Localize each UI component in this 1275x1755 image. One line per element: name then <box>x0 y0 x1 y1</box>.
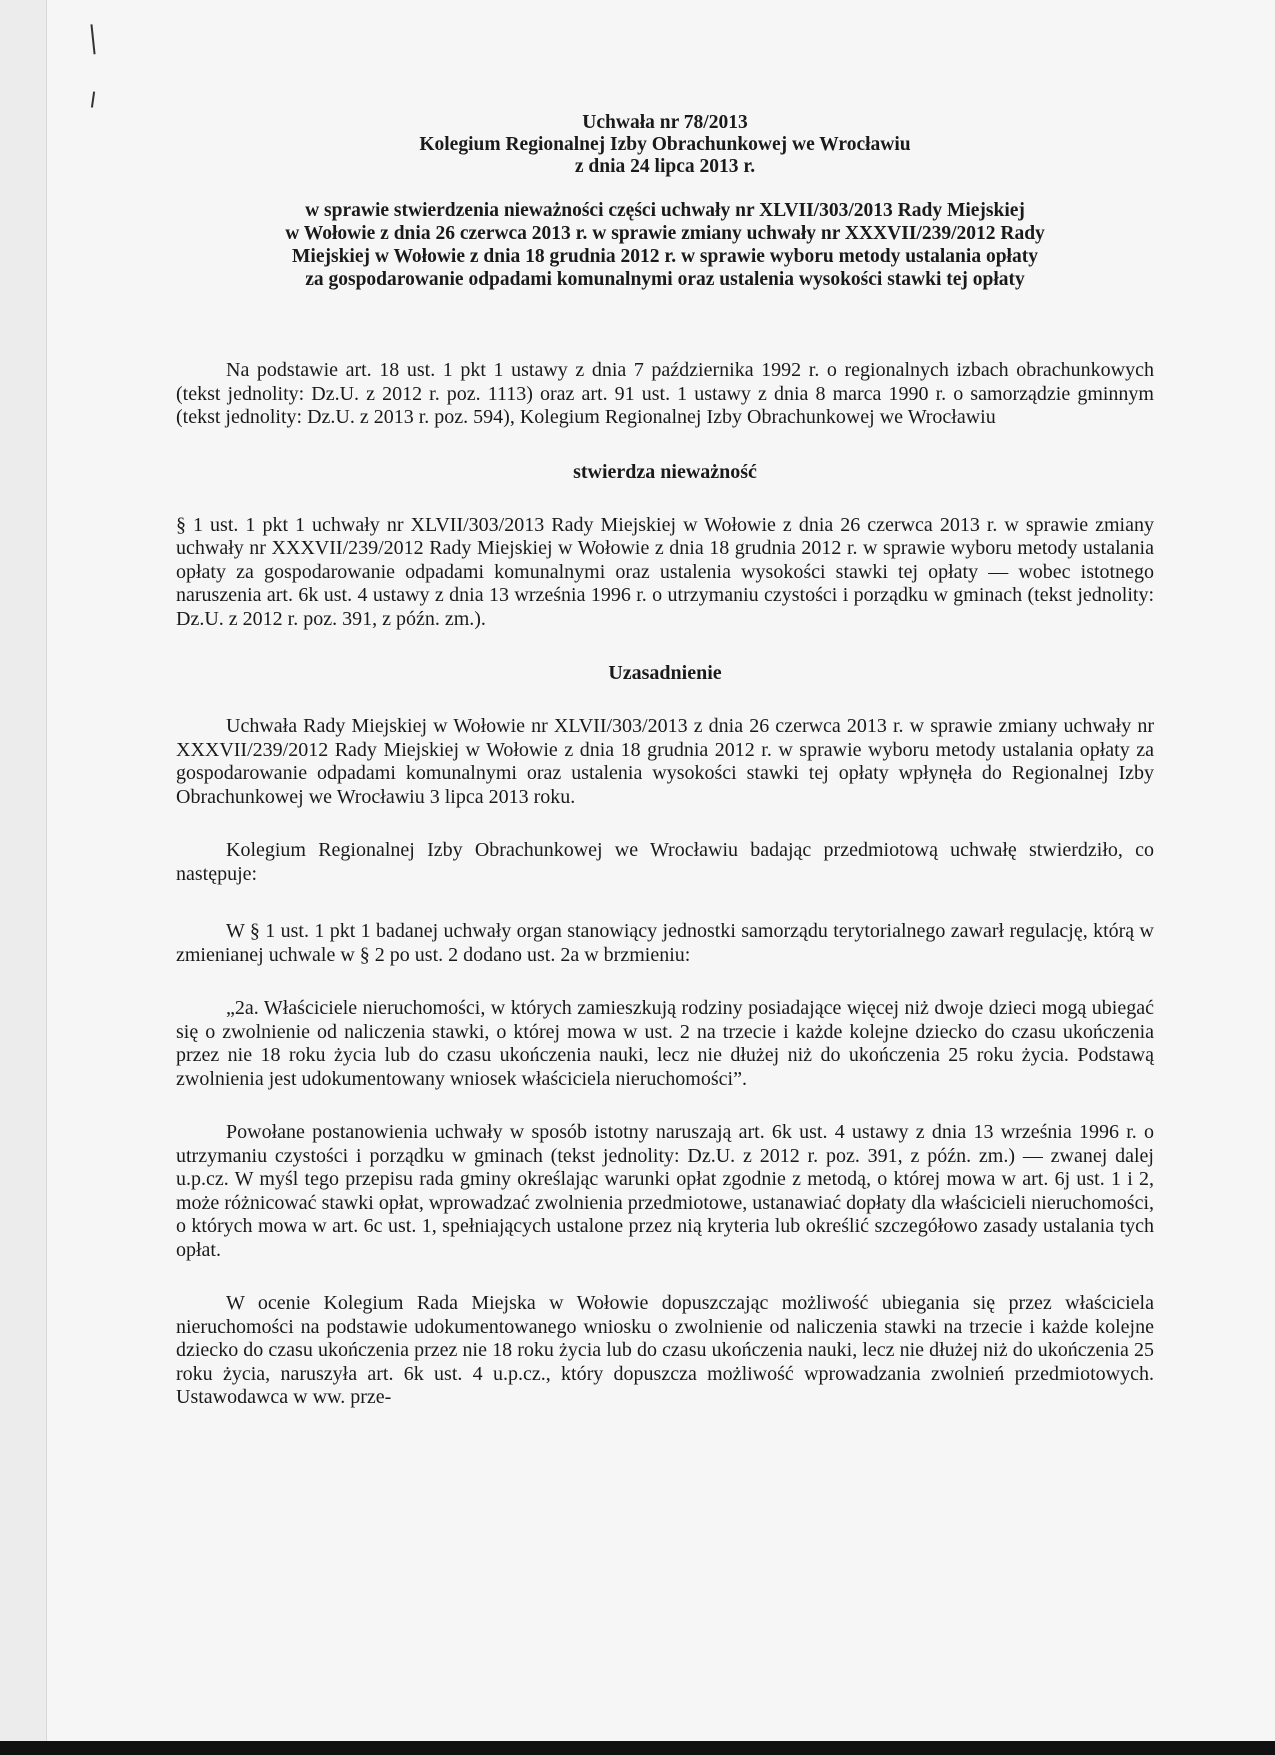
subject-line: w sprawie stwierdzenia nieważności części uchwały nr XLVII/303/2013 Rady Miejskiej <box>305 200 1025 221</box>
justification-paragraph: W § 1 ust. 1 pkt 1 badanej uchwały organ stanowiący jednostki samorządu terytorialnego zawarł regulację, którą w zmienianej uchwale w § 2 po ust. 2 dodano ust. 2a w brzmieniu: <box>176 920 1154 966</box>
quoted-provision: „2a. Właściciele nieruchomości, w których zamieszkują rodziny posiadające więcej niż dwoje dzieci mogą ubiegać się o zwolnienie od naliczenia stawki, o której mowa w ust. 2 na trzecie i każde kolejne dziecko do czasu ukończenia przez nie 18 roku życia lub do czasu ukończenia nauki, lecz nie dłużej niż do ukończenia 25 roku życia. Podstawą zwolnienia jest udokumentowany wniosek właściciela nieruchomości”. <box>176 997 1154 1090</box>
legal-basis-paragraph: Na podstawie art. 18 ust. 1 pkt 1 ustawy z dnia 7 października 1992 r. o regionalnych izbach obrachunkowych (tekst jednolity: Dz.U. z 2012 r. poz. 1113) oraz art. 91 ust. 1 ustawy z dnia 8 marca 1990 r. o samorządzie gminnym (tekst jednolity: Dz.U. z 2013 r. poz. 594), Kolegium Regionalnej Izby Obrachunkowej we Wrocławiu <box>176 359 1154 428</box>
subject-line: Miejskiej w Wołowie z dnia 18 grudnia 2012 r. w sprawie wyboru metody ustalania opłaty <box>292 246 1038 267</box>
resolution-date: z dnia 24 lipca 2013 r. <box>574 156 756 177</box>
scan-page-edge <box>46 0 47 1755</box>
issuing-body: Kolegium Regionalnej Izby Obrachunkowej we Wrocławiu <box>419 134 911 155</box>
justification-paragraph: Powołane postanowienia uchwały w sposób istotny naruszają art. 6k ust. 4 ustawy z dnia 13 września 1996 r. o utrzymaniu czystości i porządku w gminach (tekst jednolity: Dz.U. z 2012 r. poz. 391, z późn. zm.) — zwanej dalej u.p.cz. W myśl tego przepisu rada gminy określając warunki opłat zgodnie z metodą, o której mowa w art. 6j ust. 1 i 2, może różnicować stawki opłat, wprowadzać zwolnienia przedmiotowe, ustanawiać dopłaty dla właścicieli nieruchomości, o których mowa w art. 6c ust. 1, spełniających ustalone przez nią kryteria lub określić szczegółowo zasady ustalania tych opłat. <box>176 1121 1154 1261</box>
decision-heading: stwierdza nieważność <box>573 460 757 483</box>
resolution-subject <box>176 199 1154 291</box>
justification-paragraph: W ocenie Kolegium Rada Miejska w Wołowie dopuszczając możliwość ubiegania się przez właściciela nieruchomości na podstawie udokumentowanego wniosku o zwolnienie od naliczenia stawki na trzecie i każde kolejne dziecko do czasu ukończenia przez nie 18 roku życia lub do czasu ukończenia nauki, lecz nie dłużej niż do ukończenia 25 roku życia, naruszyła art. 6k ust. 4 u.p.cz., który dopuszcza możliwość wprowadzania zwolnień przedmiotowych. Ustawodawca w ww. prze- <box>176 1292 1154 1408</box>
subject-line: za gospodarowanie odpadami komunalnymi oraz ustalenia wysokości stawki tej opłaty <box>305 269 1025 290</box>
resolution-header <box>176 112 1154 178</box>
justification-heading: Uzasadnienie <box>608 662 722 684</box>
decision-paragraph: § 1 ust. 1 pkt 1 uchwały nr XLVII/303/2013 Rady Miejskiej w Wołowie z dnia 26 czerwca 2013 r. w sprawie zmiany uchwały nr XXXVII/239/2012 Rady Miejskiej w Wołowie z dnia 18 grudnia 2012 r. w sprawie wyboru metody ustalania opłaty za gospodarowanie odpadami komunalnymi oraz ustalenia wysokości stawki tej opłaty — wobec istotnego naruszenia art. 6k ust. 4 ustawy z dnia 13 września 1996 r. o utrzymaniu czystości i porządku w gminach (tekst jednolity: Dz.U. z 2012 r. poz. 391, z późn. zm.). <box>176 513 1154 630</box>
pen-mark <box>91 92 101 109</box>
resolution-number: Uchwała nr 78/2013 <box>582 112 748 133</box>
justification-paragraph: Uchwała Rady Miejskiej w Wołowie nr XLVII/303/2013 z dnia 26 czerwca 2013 r. w sprawie zmiany uchwały nr XXXVII/239/2012 Rady Miejskiej w Wołowie z dnia 18 grudnia 2012 r. w sprawie wyboru metody ustalania opłaty za gospodarowanie odpadami komunalnymi oraz ustalenia wysokości stawki tej opłaty wpłynęła do Regionalnej Izby Obrachunkowej we Wrocławiu 3 lipca 2013 roku. <box>176 715 1154 808</box>
subject-line: w Wołowie z dnia 26 czerwca 2013 r. w sprawie zmiany uchwały nr XXXVII/239/2012 Rady <box>285 223 1045 244</box>
justification-paragraph: Kolegium Regionalnej Izby Obrachunkowej we Wrocławiu badając przedmiotową uchwałę stwierdziło, co następuje: <box>176 839 1154 885</box>
document-page <box>176 112 1154 1410</box>
pen-mark <box>90 24 101 55</box>
scan-bottom-border <box>0 1741 1275 1755</box>
scan-left-margin <box>0 0 46 1755</box>
